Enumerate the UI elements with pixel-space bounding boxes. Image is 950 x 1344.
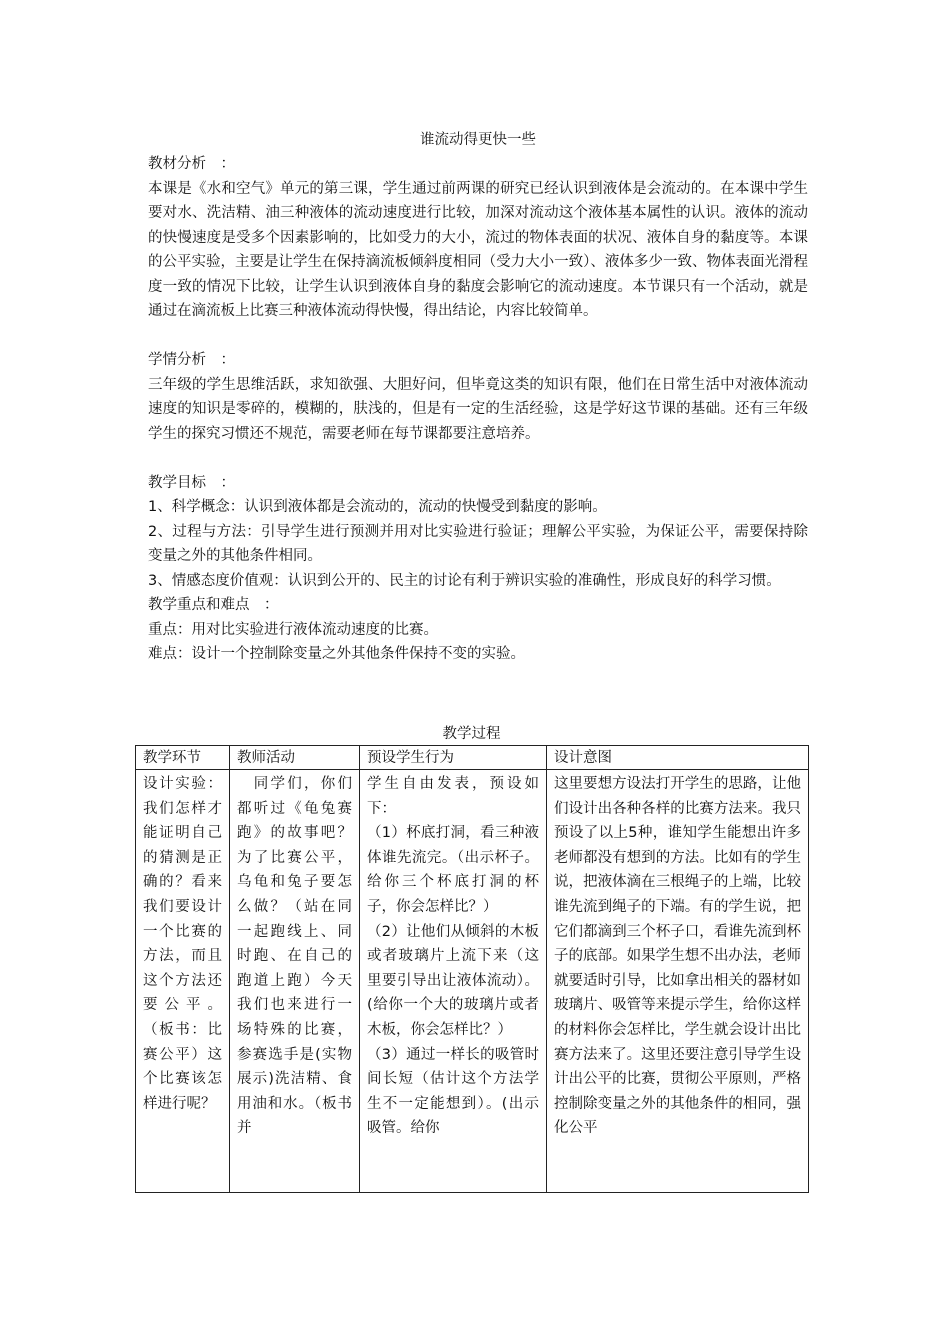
cell-teacher-text: 同学们，你们都听过《龟兔赛跑》的故事吧？为了比赛公平，乌龟和兔子要怎么做？（站在同一起跑线上、同时跑、在自己的跑道上跑）今天我们也来进行一场特殊的比赛，参赛选手是(实物展示)洗洁精、食用油和水。（板书并 (237, 776, 352, 1137)
process-table (135, 745, 809, 1193)
process-title: 教学过程 (442, 726, 501, 742)
keypoint-difficulty: 难点：设计一个控制除变量之外其他条件保持不变的实验。 (148, 646, 525, 662)
spacer (148, 324, 808, 349)
cell-student-text: 学生自由发表，预设如下： （1）杯底打洞，看三种液体谁先流完。（出示杯子。给你三个杯底打洞的杯子，你会怎样比？） （2）让他们从倾斜的木板或者玻璃片上流下来（这里要引导出让液体流动）。(给你一个大的玻璃片或者木板，你会怎样比？） （3）通过一样长的吸管时间长短（估计这个方法学生不一定能想到）。(出示吸管。给你 (367, 776, 539, 1137)
goal-item: 3、情感态度价值观：认识到公开的、民主的讨论有利于辨识实验的准确性，形成良好的科学习惯。 (148, 572, 781, 589)
students-heading: 学情分析 ： (148, 352, 235, 368)
document-body (148, 128, 808, 667)
keypoint-focus: 重点：用对比实验进行液体流动速度的比赛。 (148, 621, 438, 638)
keypoints-heading: 教学重点和难点 ： (148, 597, 279, 613)
cell-teacher (230, 770, 360, 1193)
cell-intent (547, 770, 809, 1193)
goal-item: 1、科学概念：认识到液体都是会流动的，流动的快慢受到黏度的影响。 (148, 499, 607, 515)
material-heading: 教材分析 ： (148, 156, 235, 172)
page-title: 谁流动得更快一些 (420, 132, 536, 148)
material-text: 本课是《水和空气》单元的第三课，学生通过前两课的研究已经认识到液体是会流动的。在本课中学生要对水、洗洁精、油三种液体的流动速度进行比较，加深对流动这个液体基本属性的认识。液体的流动的快慢速度是受多个因素影响的，比如受力的大小，流过的物体表面的状况、液体自身的黏度等。本课的公平实验，主要是让学生在保持滴流板倾斜度相同（受力大小一致）、液体多少一致、物体表面光滑程度一致的情况下比较，让学生认识到液体自身的黏度会影响它的流动速度。本节课只有一个活动，就是通过在滴流板上比赛三种液体流动得快慢，得出结论，内容比较简单。 (148, 180, 808, 319)
cell-stage-text: 设计实验：我们怎样才能证明自己的猜测是正确的？看来我们要设计一个比赛的方法，而且这个方法还要公平。（板书：比赛公平）这个比赛该怎样进行呢？ (143, 776, 222, 1112)
students-text: 三年级的学生思维活跃，求知欲强、大胆好问，但毕竟这类的知识有限，他们在日常生活中对液体流动速度的知识是零碎的，模糊的，肤浅的，但是有一定的生活经验，这是学好这节课的基础。还有三年级学生的探究习惯还不规范，需要老师在每节课都要注意培养。 (148, 376, 808, 442)
cell-stage (136, 770, 230, 1193)
table-header-row (136, 746, 809, 770)
header-student: 预设学生行为 (360, 746, 547, 770)
header-stage: 教学环节 (136, 746, 230, 770)
spacer (148, 446, 808, 471)
cell-student (360, 770, 547, 1193)
goal-item: 2、过程与方法：引导学生进行预测并用对比实验进行验证；理解公平实验，为保证公平，需要保持除变量之外的其他条件相同。 (148, 523, 808, 564)
header-intent: 设计意图 (547, 746, 809, 770)
table-row (136, 770, 809, 1193)
cell-intent-text: 这里要想方设法打开学生的思路，让他们设计出各种各样的比赛方法来。我只预设了以上5种，谁知学生能想出许多老师都没有想到的方法。比如有的学生说，把液体滴在三根绳子的上端，比较谁先流到绳子的下端。有的学生说，把它们都滴到三个杯子口，看谁先流到杯子的底部。如果学生想不出办法，老师就要适时引导，比如拿出相关的器材如玻璃片、吸管等来提示学生，给你这样的材料你会怎样比，学生就会设计出比赛方法来了。这里还要注意引导学生设计出公平的比赛，贯彻公平原则，严格控制除变量之外的其他条件的相同，强化公平 (554, 776, 801, 1137)
header-teacher: 教师活动 (230, 746, 360, 770)
goals-heading: 教学目标 ： (148, 474, 235, 491)
